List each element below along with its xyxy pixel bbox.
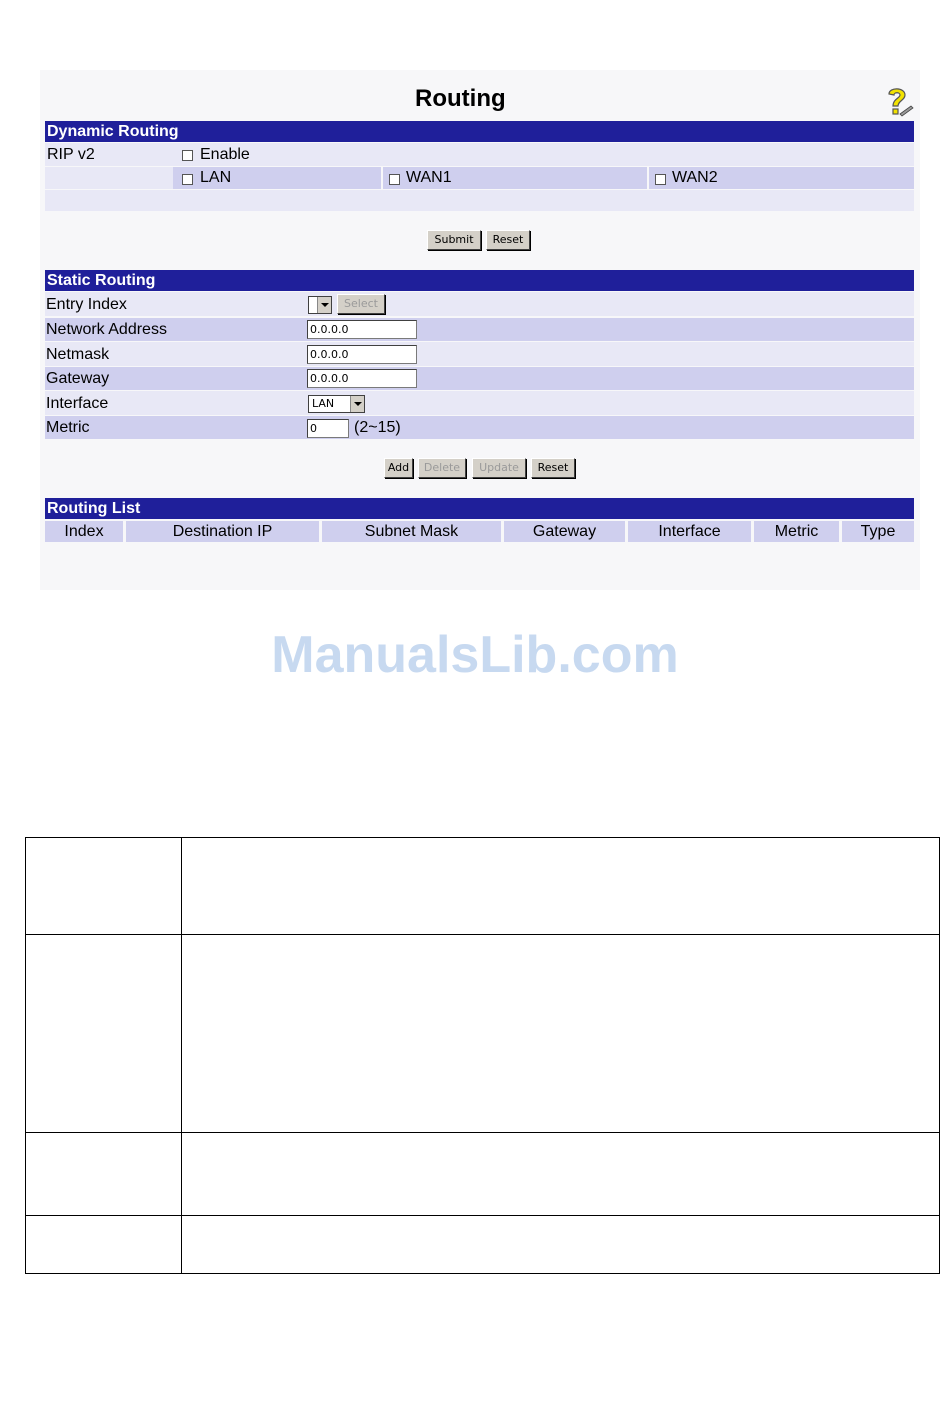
column-header-gateway: Gateway: [504, 521, 625, 542]
column-divider: [381, 167, 383, 189]
interface-row: [45, 391, 914, 415]
column-header-index: Index: [45, 521, 123, 542]
dynamic-routing-header: Dynamic Routing: [45, 121, 914, 142]
entry-index-label: Entry Index: [46, 296, 127, 313]
interface-label: Interface: [46, 395, 109, 412]
network-address-row: [45, 318, 914, 341]
static-routing-header: Static Routing: [45, 270, 914, 291]
enable-checkbox[interactable]: [182, 150, 193, 161]
table-divider: [25, 1215, 940, 1216]
gateway-field[interactable]: 0.0.0.0: [307, 369, 417, 388]
column-header-metric: Metric: [754, 521, 839, 542]
rip-label: RIP v2: [47, 146, 95, 163]
update-button[interactable]: Update: [472, 458, 526, 478]
watermark: ManualsLib.com: [271, 626, 679, 684]
help-question-icon[interactable]: [880, 84, 914, 118]
netmask-field[interactable]: 0.0.0.0: [307, 345, 417, 364]
wan2-checkbox[interactable]: [655, 174, 666, 185]
dynamic-reset-button[interactable]: Reset: [486, 230, 530, 250]
static-reset-button[interactable]: Reset: [531, 458, 575, 478]
table-divider: [25, 934, 940, 935]
wan1-label: WAN1: [406, 169, 452, 186]
column-header-interface: Interface: [628, 521, 751, 542]
rip-interfaces-row: [45, 167, 914, 189]
metric-label: Metric: [46, 419, 90, 436]
metric-row: [45, 416, 914, 439]
column-header-subnet-mask: Subnet Mask: [322, 521, 501, 542]
rip-row: [45, 143, 914, 166]
metric-range: (2~15): [354, 419, 401, 436]
interface-select[interactable]: [308, 395, 365, 413]
select-button[interactable]: Select: [337, 294, 385, 314]
network-address-field[interactable]: 0.0.0.0: [307, 320, 417, 339]
description-table: [25, 837, 940, 1274]
column-divider: [647, 167, 649, 189]
wan2-label: WAN2: [672, 169, 718, 186]
delete-button[interactable]: Delete: [418, 458, 466, 478]
netmask-row: [45, 342, 914, 366]
gateway-label: Gateway: [46, 370, 110, 387]
submit-button[interactable]: Submit: [427, 230, 481, 250]
chevron-down-icon: [317, 297, 331, 313]
lan-label: LAN: [200, 169, 232, 186]
routing-list-header: Routing List: [45, 498, 914, 519]
gateway-row: [45, 367, 914, 390]
network-address-label: Network Address: [46, 321, 167, 338]
table-divider: [181, 837, 182, 1274]
enable-label: Enable: [200, 146, 250, 163]
table-divider: [25, 1132, 940, 1133]
entry-index-row: [45, 292, 914, 316]
netmask-label: Netmask: [46, 346, 110, 363]
row-spacer: [45, 167, 173, 189]
add-button[interactable]: Add: [384, 458, 413, 478]
chevron-down-icon: [350, 396, 364, 412]
column-header-type: Type: [842, 521, 914, 542]
metric-field[interactable]: 0: [307, 419, 349, 438]
interface-selected-value: LAN: [312, 397, 335, 410]
entry-index-select[interactable]: [308, 296, 332, 314]
page-title: Routing: [415, 85, 506, 112]
lan-checkbox[interactable]: [182, 174, 193, 185]
dynamic-routing-footer-row: [45, 190, 914, 211]
wan1-checkbox[interactable]: [389, 174, 400, 185]
column-header-destination-ip: Destination IP: [126, 521, 319, 542]
